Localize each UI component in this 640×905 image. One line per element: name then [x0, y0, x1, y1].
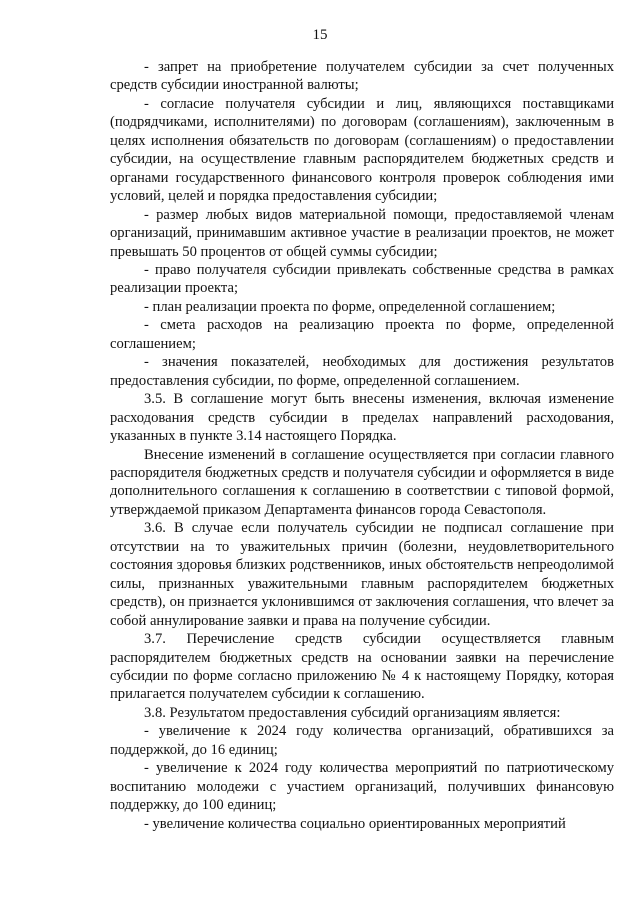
- paragraph-clause-3-8: 3.8. Результатом предоставления субсидий организациям является:: [144, 704, 561, 721]
- paragraph-own-funds-right: - право получателя субсидии привлекать собственные средства в рамках реализации проекта;: [110, 261, 614, 297]
- paragraph-project-plan: - план реализации проекта по форме, определенной соглашением;: [144, 298, 556, 315]
- paragraph-result-events: - увеличение к 2024 году количества мероприятий по патриотическому воспитанию молодежи с участием организаций, получивших финансовую поддержку, до 100 единиц;: [110, 760, 614, 814]
- paragraph-amendments: Внесение изменений в соглашение осуществляется при согласии главного распорядителя бюджетных средств и получателя субсидии и оформляется в виде дополнительного соглашения к соглашению в соответствии с типовой формой, утверждаемой приказом Департамента финансов города Севастополя.: [110, 446, 614, 518]
- paragraph-result-social-events: - увеличение количества социально ориентированных мероприятий: [144, 815, 566, 832]
- paragraph-result-organizations: - увеличение к 2024 году количества организаций, обратившихся за поддержкой, до 16 единиц;: [110, 723, 614, 758]
- document-body: [110, 58, 614, 833]
- paragraph-consent-to-audits: - согласие получателя субсидии и лиц, являющихся поставщиками (подрядчиками, исполнителями) по договорам (соглашениям), заключенным в целях исполнения обязательств по договорам (соглашениям) о предоставлении субсидии, на осуществление главным распорядителем бюджетных средств и органами государственного финансового контроля проверок соблюдения ими условий, целей и порядка предоставления субсидии;: [110, 95, 614, 205]
- paragraph-clause-3-6: 3.6. В случае если получатель субсидии не подписал соглашение при отсутствии на то уважительных причин (болезни, неудовлетворительного состояния здоровья близких родственников, иных обстоятельств непреодолимой силы, признанных уважительными главным распорядителем бюджетных средств), он признается уклонившимся от заключения соглашения, что влечет за собой аннулирование заявки и права на получение субсидии.: [110, 520, 614, 629]
- paragraph-cost-estimate: - смета расходов на реализацию проекта по форме, определенной соглашением;: [110, 317, 614, 352]
- paragraph-clause-3-7: 3.7. Перечисление средств субсидии осуществляется главным распорядителем бюджетных средств на основании заявки на перечисление субсидии по форме согласно приложению № 4 к настоящему Порядку, которая прилагается получателем субсидии к соглашению.: [110, 631, 614, 703]
- paragraph-material-aid-limit: - размер любых видов материальной помощи, предоставляемой членам организаций, принимавшим активное участие в реализации проектов, не может превышать 50 процентов от общей суммы субсидии;: [110, 206, 614, 260]
- paragraph-ban-foreign-currency: - запрет на приобретение получателем субсидии за счет полученных средств субсидии иностранной валюты;: [110, 59, 614, 94]
- paragraph-clause-3-5: 3.5. В соглашение могут быть внесены изменения, включая изменение расходования средств субсидии в пределах направлений расходования, указанных в пункте 3.14 настоящего Порядка.: [110, 391, 614, 445]
- paragraph-indicator-values: - значения показателей, необходимых для достижения результатов предоставления субсидии, по форме, определенной соглашением.: [110, 354, 614, 389]
- page-number: 15: [312, 27, 328, 43]
